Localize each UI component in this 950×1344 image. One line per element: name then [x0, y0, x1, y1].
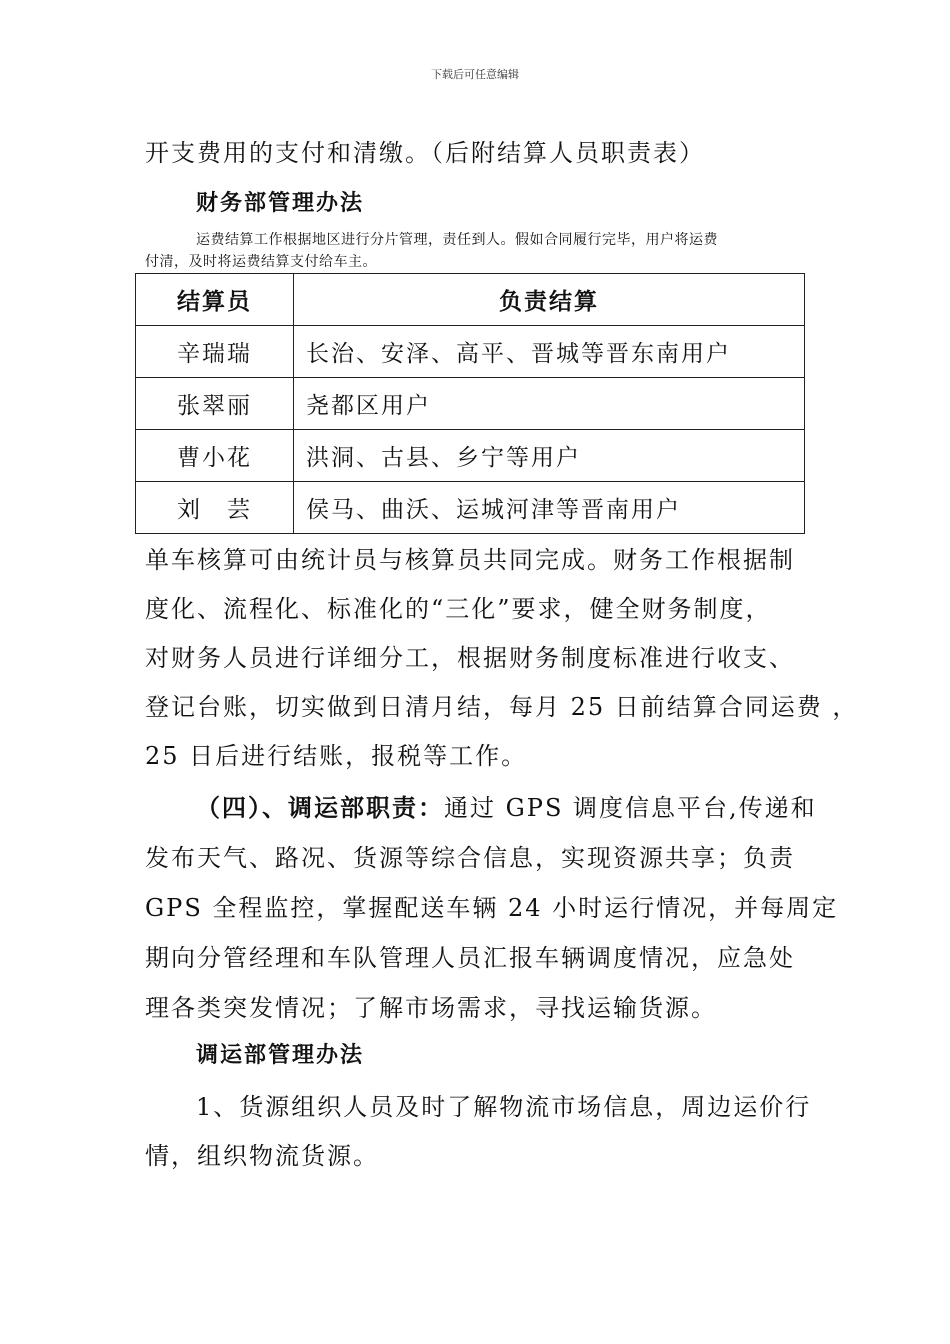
table-row: [136, 482, 805, 534]
paragraph-line: 登记台账，切实做到日清月结，每月 25 日前结算合同运费 ，: [145, 693, 859, 721]
settler-name: 张翠丽: [136, 378, 294, 430]
dispatch-mgmt-heading: 调运部管理办法: [196, 1042, 365, 1068]
dispatch-title: （四）、调运部职责：: [196, 793, 444, 822]
intro-line: 开支费用的支付和清缴。（后附结算人员职责表）: [145, 139, 705, 167]
dispatch-line: GPS 全程监控，掌握配送车辆 24 小时运行情况，并每周定: [145, 894, 839, 922]
settler-name: 刘 芸: [136, 482, 294, 534]
finance-heading: 财务部管理办法: [196, 190, 365, 216]
paragraph-line: 度化、流程化、标准化的“三化”要求，健全财务制度，: [145, 595, 772, 623]
finance-note-line-2: 付清，及时将运费结算支付给车主。: [145, 254, 377, 270]
item1-line-1: 1、货源组织人员及时了解物流市场信息，周边运价行: [196, 1093, 812, 1121]
settler-region: 洪洞、古县、乡宁等用户: [294, 430, 805, 482]
finance-note-line-1: 运费结算工作根据地区进行分片管理，责任到人。假如合同履行完毕，用户将运费: [196, 232, 718, 248]
settler-region: 长治、安泽、高平、晋城等晋东南用户: [294, 326, 805, 378]
column-header-region: 负责结算: [294, 274, 805, 326]
paragraph-line: 单车核算可由统计员与核算员共同完成。财务工作根据制: [145, 546, 795, 574]
paragraph-line: 25 日后进行结账，报税等工作。: [145, 742, 528, 770]
table-row: [136, 326, 805, 378]
table-row: [136, 430, 805, 482]
item1-line-2: 情，组织物流货源。: [145, 1142, 379, 1170]
dispatch-line: 发布天气、路况、货源等综合信息，实现资源共享；负责: [145, 844, 795, 872]
dispatch-first-line: [196, 788, 817, 823]
dispatch-first-line-rest: 通过 GPS 调度信息平台,传递和: [444, 794, 817, 822]
settler-name: 辛瑞瑞: [136, 326, 294, 378]
paragraph-line: 对财务人员进行详细分工，根据财务制度标准进行收支、: [145, 644, 795, 672]
settlement-table: [135, 273, 805, 534]
page-header: 下载后可任意编辑: [431, 68, 519, 81]
table-header-row: [136, 274, 805, 326]
dispatch-line: 理各类突发情况；了解市场需求，寻找运输货源。: [145, 994, 717, 1022]
settler-name: 曹小花: [136, 430, 294, 482]
dispatch-line: 期向分管经理和车队管理人员汇报车辆调度情况，应急处: [145, 944, 795, 972]
settler-region: 侯马、曲沃、运城河津等晋南用户: [294, 482, 805, 534]
settler-region: 尧都区用户: [294, 378, 805, 430]
table-row: [136, 378, 805, 430]
column-header-settler: 结算员: [136, 274, 294, 326]
